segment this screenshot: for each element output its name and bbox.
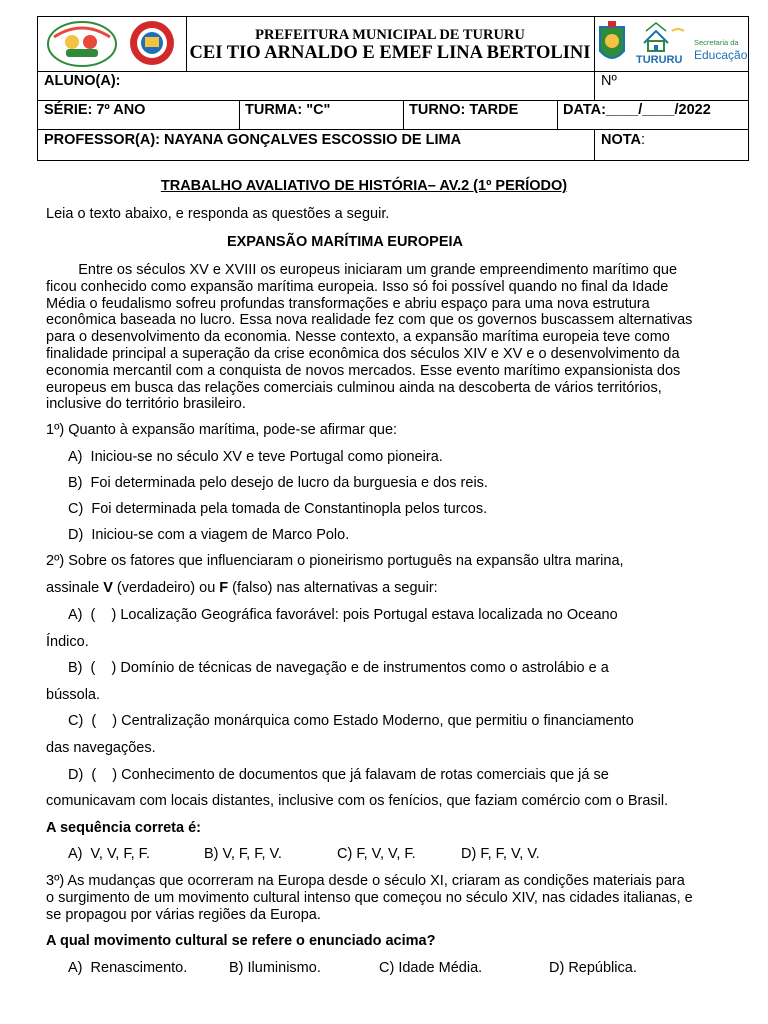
- nota-label: NOTA: [601, 132, 642, 148]
- passage-line: Entre os séculos XV e XVIII os europeus iniciaram um grande empreendimento marítimo que: [46, 262, 678, 278]
- question-3-answer-c[interactable]: C) Idade Média.: [379, 960, 483, 976]
- question-2-stem-line2: [46, 580, 438, 597]
- instruction-text: Leia o texto abaixo, e responda as questões a seguir.: [46, 206, 390, 222]
- question-2-item-a[interactable]: A) ( ) Localização Geográfica favorável: pois Portugal estava localizada no Oceano: [68, 607, 618, 623]
- table-rule: [557, 100, 558, 129]
- question-1-option-c[interactable]: C) Foi determinada pela tomada de Constantinopla pelos turcos.: [68, 501, 488, 517]
- teacher-field: PROFESSOR(A): NAYANA GONÇALVES ESCOSSIO DE LIMA: [44, 132, 462, 148]
- tururu-logo-text: TURURU: [636, 54, 683, 66]
- table-rule: [594, 129, 595, 161]
- prefeitura-name: PREFEITURA MUNICIPAL DE TURURU: [255, 27, 525, 43]
- table-rule: [37, 100, 749, 101]
- question-2-item-b[interactable]: B) ( ) Domínio de técnicas de navegação e de instrumentos como o astrolábio e a: [68, 660, 609, 676]
- nota-colon: :: [641, 132, 646, 148]
- question-1-option-b[interactable]: B) Foi determinada pelo desejo de lucro da burguesia e dos reis.: [68, 475, 488, 491]
- school-logos: [38, 17, 186, 71]
- passage-line: finalidade principal a superação da crise econômica dos séculos XIV e XV e o desenvolvimento da: [46, 345, 680, 362]
- passage-line: para o desenvolvimento da economia. Nesse contexto, a expansão marítima europeia teve como: [46, 329, 670, 346]
- false-marker: F: [219, 580, 229, 596]
- passage-line: Média o feudalismo sofreu profundas transformações e abriu espaço para uma nova estrutura: [46, 295, 650, 312]
- school-name: CEI TIO ARNALDO E EMEF LINA BERTOLINI: [189, 43, 591, 63]
- tururu-logo-icon: [644, 23, 684, 51]
- question-3-stem-line: se propagou por várias regiões da Europa.: [46, 906, 321, 923]
- shift-field: TURNO: TARDE: [409, 102, 519, 118]
- class-field: TURMA: "C": [245, 102, 331, 118]
- question-2-answer-a[interactable]: A) V, V, F, F.: [68, 846, 150, 862]
- reading-passage: [46, 262, 746, 413]
- passage-line: economia mercantil com a conquista de novos mercados. Esse evento marítimo expansionista dos: [46, 362, 681, 379]
- question-3-answer-b[interactable]: B) Iluminismo.: [229, 960, 321, 976]
- question-3-question: A qual movimento cultural se refere o enunciado acima?: [46, 933, 436, 949]
- assessment-title: TRABALHO AVALIATIVO DE HISTÓRIA– AV.2 (1º PERÍODO): [160, 178, 568, 194]
- question-1-stem: 1º) Quanto à expansão marítima, pode-se afirmar que:: [46, 422, 398, 438]
- student-name-field[interactable]: ALUNO(A):: [44, 73, 121, 89]
- secretaria-text: Secretaria da: [694, 38, 739, 47]
- question-2-item-a-cont: Índico.: [46, 634, 89, 650]
- question-2-item-d[interactable]: D) ( ) Conhecimento de documentos que já falavam de rotas comerciais que já se: [68, 767, 609, 783]
- stem-text: assinale: [46, 580, 104, 596]
- question-2-answer-c[interactable]: C) F, V, V, F.: [337, 846, 416, 862]
- student-number-field[interactable]: Nº: [601, 73, 617, 89]
- table-rule: [239, 100, 240, 129]
- question-1-option-a[interactable]: A) Iniciou-se no século XV e teve Portugal como pioneira.: [68, 449, 443, 465]
- question-2-answer-b[interactable]: B) V, F, F, V.: [204, 846, 282, 862]
- date-field[interactable]: DATA:____/____/2022: [563, 102, 711, 118]
- school-header-title: [186, 17, 594, 71]
- city-logos: [594, 17, 748, 71]
- passage-line: europeus em busca das relações comerciais culminou ainda na descoberta de vários territórios,: [46, 379, 662, 396]
- question-2-item-c[interactable]: C) ( ) Centralização monárquica como Estado Moderno, que permitiu o financiamento: [68, 713, 634, 729]
- passage-line: econômica baseada no lucro. Essa nova realidade fez com que os governos buscassem alternativas: [46, 312, 693, 329]
- question-2-answer-d[interactable]: D) F, F, V, V.: [461, 846, 540, 862]
- cei-logo-icon: [48, 22, 116, 66]
- table-rule: [37, 129, 749, 130]
- table-rule: [37, 71, 749, 72]
- passage-line: inclusive do território brasileiro.: [46, 396, 246, 413]
- grade-field: SÉRIE: 7º ANO: [44, 102, 146, 118]
- question-2-item-c-cont: das navegações.: [46, 740, 156, 756]
- grade-score-field[interactable]: [601, 132, 645, 148]
- question-1-option-d[interactable]: D) Iniciou-se com a viagem de Marco Polo.: [68, 527, 350, 543]
- stem-text: (falso) nas alternativas a seguir:: [228, 580, 438, 596]
- sequence-label: A sequência correta é:: [46, 820, 201, 836]
- text-title: EXPANSÃO MARÍTIMA EUROPEIA: [226, 234, 464, 250]
- question-2-item-d-cont: comunicavam com locais distantes, inclusive com os fenícios, que faziam comércio com o Brasil.: [46, 793, 669, 809]
- city-coat-of-arms-icon: [600, 21, 624, 58]
- question-3-stem: [46, 873, 746, 923]
- question-3-answer-a[interactable]: A) Renascimento.: [68, 960, 188, 976]
- passage-line: ficou conhecido como expansão marítima europeia. Isso só foi possível quando no final da Idade: [46, 278, 669, 295]
- emef-seal-icon: [130, 21, 174, 65]
- true-marker: V: [103, 580, 113, 596]
- question-3-stem-line: o surgimento de um movimento cultural intenso que começou no século XIV, nas cidades italianas, e: [46, 889, 693, 906]
- question-2-stem: 2º) Sobre os fatores que influenciaram o pioneirismo português na expansão ultra marina,: [46, 553, 624, 569]
- table-rule: [594, 71, 595, 100]
- table-rule: [403, 100, 404, 129]
- question-3-answer-d[interactable]: D) República.: [549, 960, 637, 976]
- educacao-text: Educação: [694, 48, 748, 62]
- stem-text: (verdadeiro) ou: [112, 580, 220, 596]
- question-2-item-b-cont: bússola.: [46, 687, 101, 703]
- question-3-stem-line: 3º) As mudanças que ocorreram na Europa desde o século XI, criaram as condições materiais para: [46, 873, 685, 889]
